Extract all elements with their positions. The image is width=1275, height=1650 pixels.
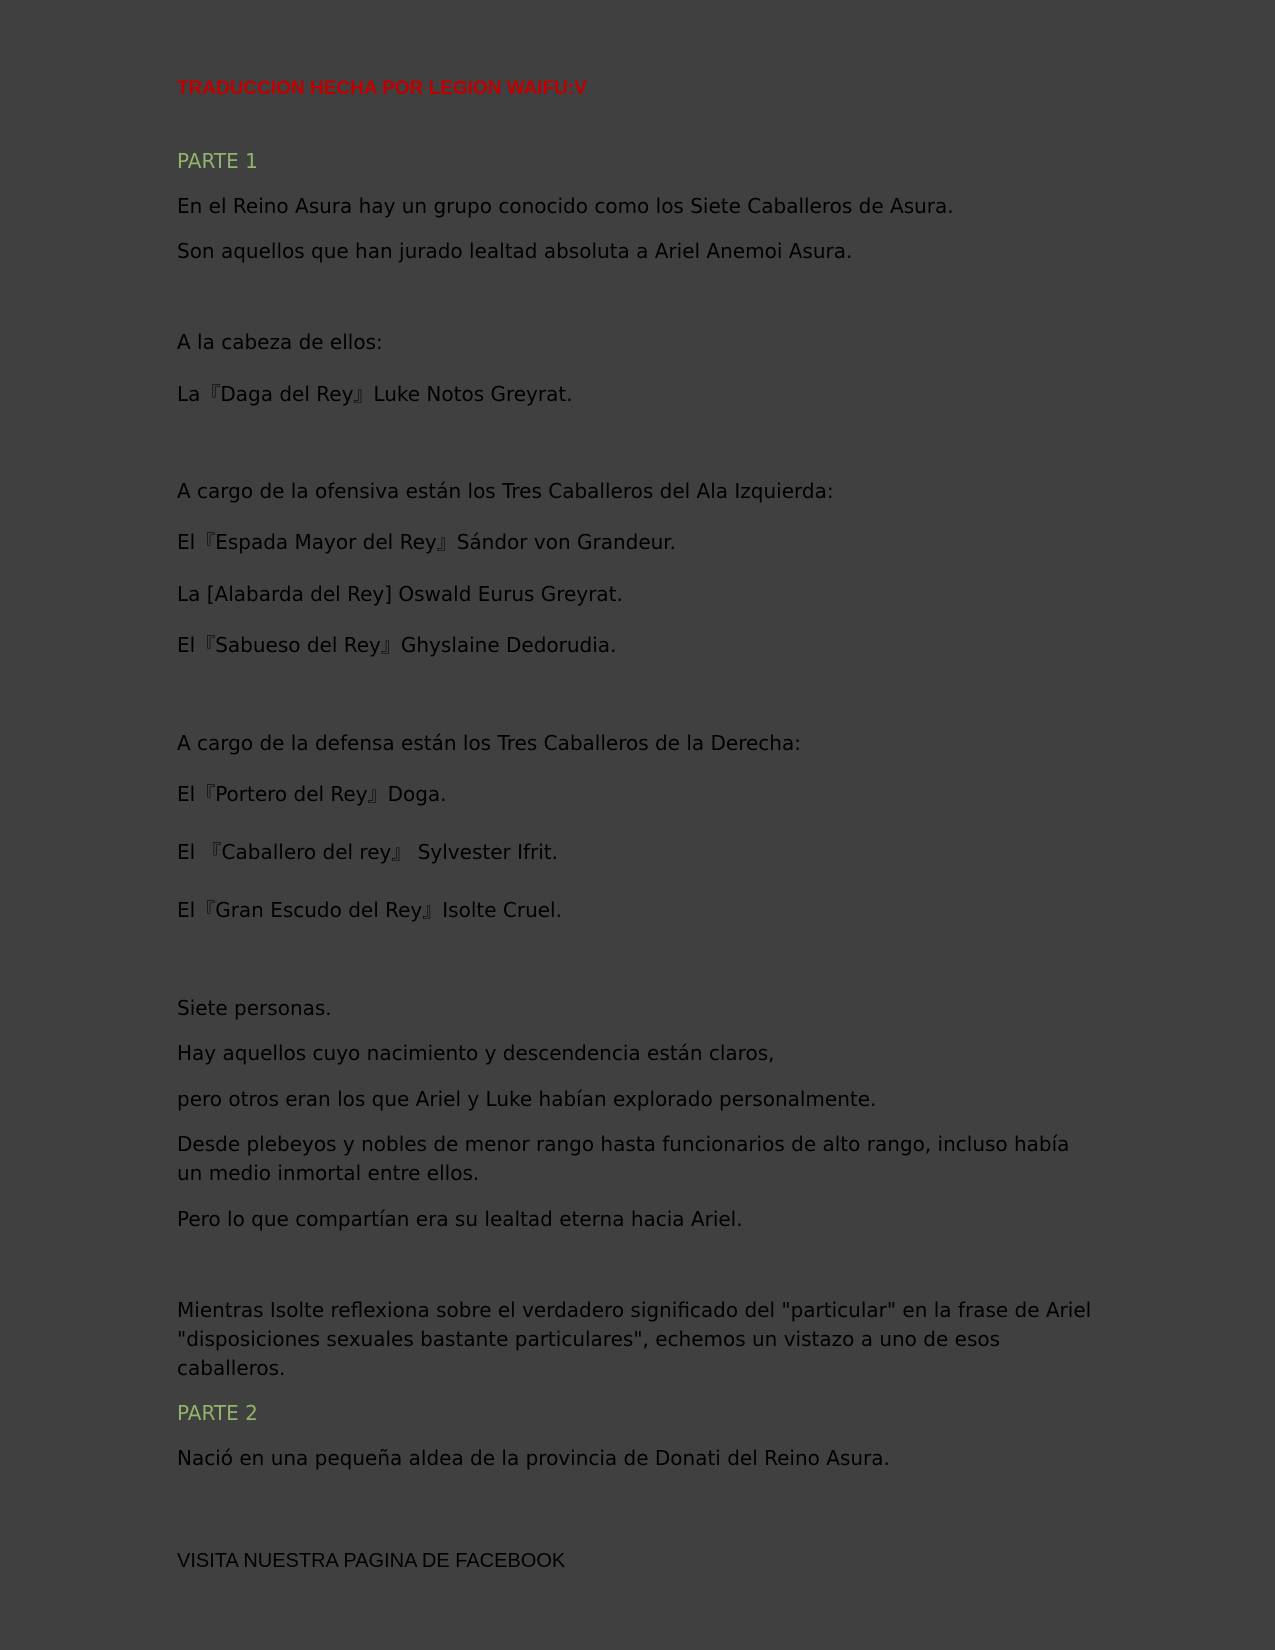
part-2-heading: PARTE 2 (177, 1401, 258, 1425)
paragraph: El『Portero del Rey』Doga. (177, 782, 447, 806)
paragraph: Nació en una pequeña aldea de la provincia de Donati del Reino Asura. (177, 1446, 890, 1470)
paragraph: A cargo de la ofensiva están los Tres Caballeros del Ala Izquierda: (177, 479, 834, 503)
paragraph: La [Alabarda del Rey] Oswald Eurus Greyrat. (177, 582, 623, 606)
paragraph: Hay aquellos cuyo nacimiento y descendencia están claros, (177, 1041, 775, 1065)
paragraph: Mientras Isolte reflexiona sobre el verdadero significado del "particular" en la frase de Ariel "disposiciones sexuales bastante particulares", echemos un vistazo a uno de esos caballeros. (177, 1298, 1092, 1380)
paragraph: Son aquellos que han jurado lealtad absoluta a Ariel Anemoi Asura. (177, 239, 853, 263)
paragraph: Siete personas. (177, 996, 332, 1020)
translator-header: TRADUCCION HECHA POR LEGION WAIFU:V (177, 78, 587, 99)
facebook-footer: VISITA NUESTRA PAGINA DE FACEBOOK (177, 1550, 566, 1572)
paragraph: El『Espada Mayor del Rey』Sándor von Grandeur. (177, 530, 677, 554)
paragraph: La『Daga del Rey』Luke Notos Greyrat. (177, 382, 573, 406)
paragraph: El『Gran Escudo del Rey』Isolte Cruel. (177, 898, 562, 922)
paragraph: Desde plebeyos y nobles de menor rango hasta funcionarios de alto rango, incluso había un medio inmortal entre ellos. (177, 1132, 1070, 1185)
paragraph: Pero lo que compartían era su lealtad eterna hacia Ariel. (177, 1207, 743, 1231)
paragraph: pero otros eran los que Ariel y Luke habían explorado personalmente. (177, 1087, 877, 1111)
paragraph: A la cabeza de ellos: (177, 330, 383, 354)
paragraph: El 『Caballero del rey』 Sylvester Ifrit. (177, 840, 559, 864)
paragraph: En el Reino Asura hay un grupo conocido como los Siete Caballeros de Asura. (177, 194, 954, 218)
paragraph: El『Sabueso del Rey』Ghyslaine Dedorudia. (177, 633, 617, 657)
part-1-heading: PARTE 1 (177, 149, 258, 173)
paragraph: A cargo de la defensa están los Tres Caballeros de la Derecha: (177, 731, 801, 755)
